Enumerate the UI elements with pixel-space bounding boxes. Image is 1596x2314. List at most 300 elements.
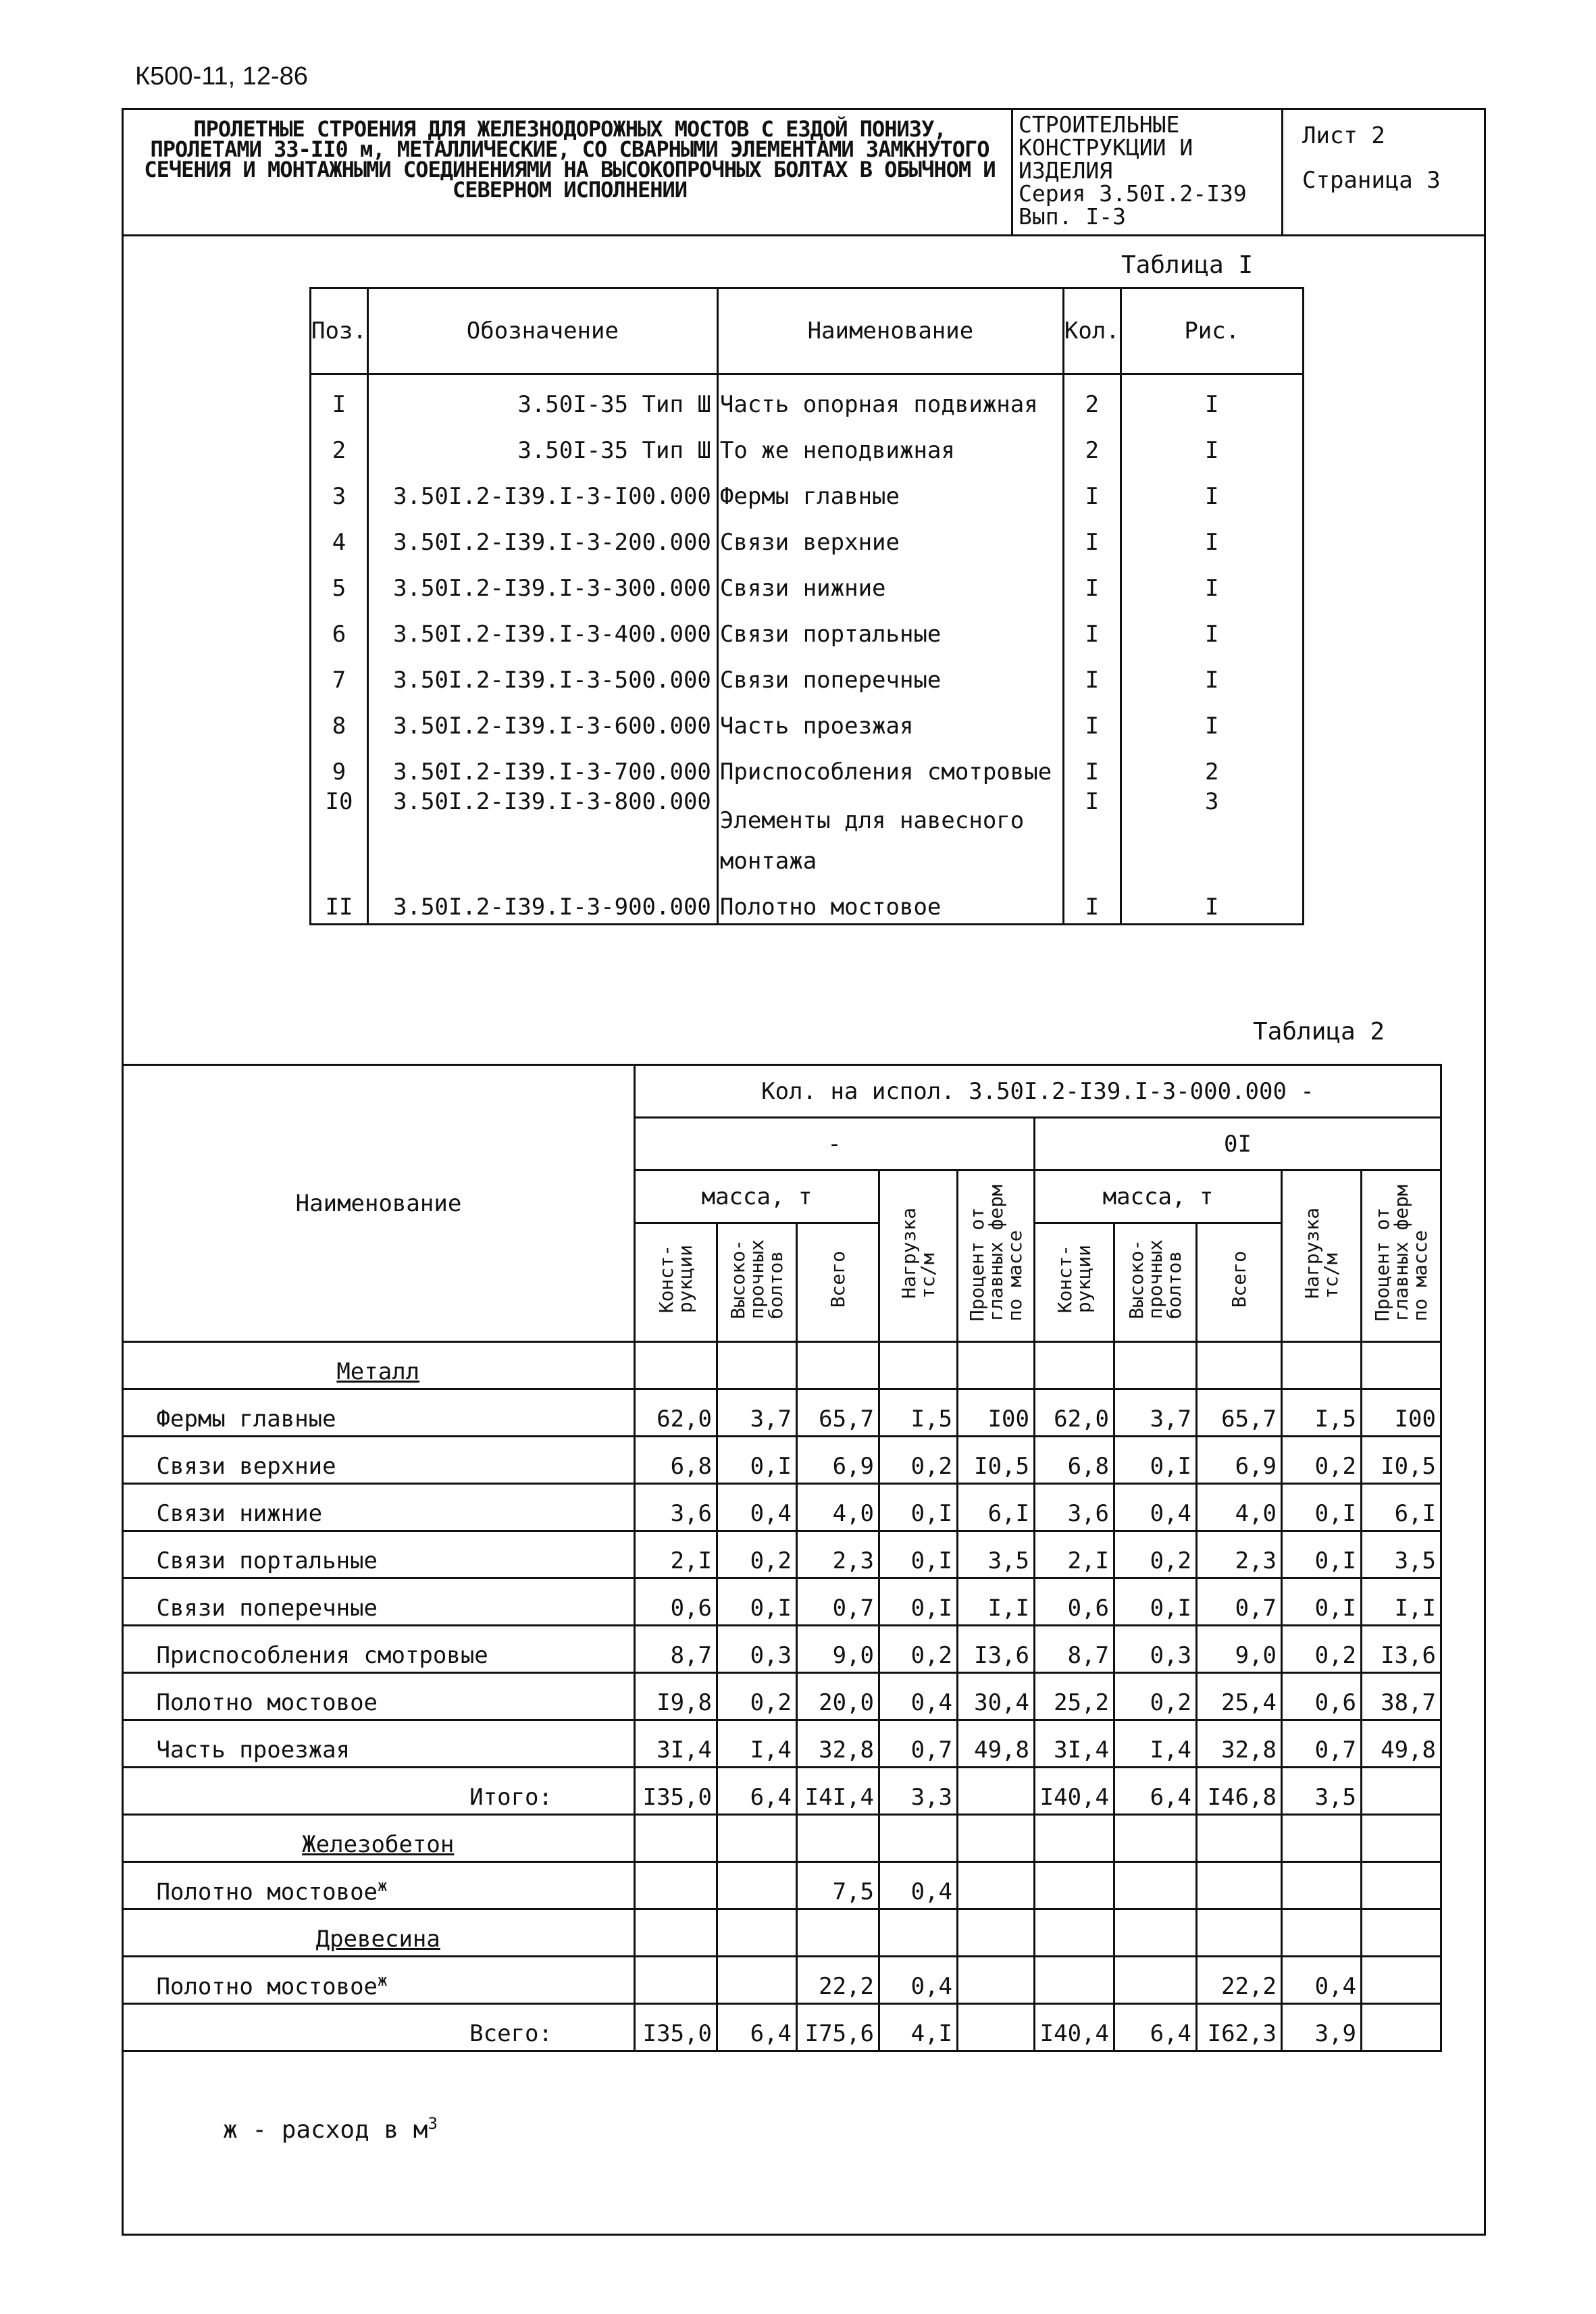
table1-cell-name (717, 877, 1063, 925)
table1-name-line: Связи нижние (719, 575, 886, 602)
table2-cell-value: I0,5 (1362, 1437, 1441, 1484)
table2-cell-value: 0,7 (1197, 1578, 1282, 1626)
table1-cell-fig: I (1121, 467, 1303, 513)
table2-cell-value: I,I (1362, 1578, 1441, 1626)
table2-cell-value: 9,0 (1197, 1626, 1282, 1673)
table1-header-poz: Поз. (311, 288, 368, 374)
table1-cell-designation: 3.50I.2-I39.I-3-500.000 (367, 650, 717, 696)
table1-cell-qty: I (1063, 788, 1121, 877)
table2-cell-value: 4,I (879, 2004, 958, 2051)
table2-cell-value: 38,7 (1362, 1673, 1441, 1720)
table2-row (123, 1673, 1441, 1720)
table2-cell-value: 0,7 (879, 1720, 958, 1768)
table2-row-label: Связи нижние (156, 1500, 323, 1527)
table2-cell-value (879, 1342, 958, 1389)
table2-cell-name: Полотно мостовое$^ж$ (123, 1957, 635, 2004)
table2-cell-value: 25,2 (1035, 1673, 1114, 1720)
table2-cell-value: 3I,4 (635, 1720, 717, 1768)
table1-cell-designation: 3.50I-35 Тип Ш (367, 421, 717, 467)
table2-header-bolts-1: Высоко- прочных болтов (717, 1223, 797, 1342)
table1-cell-designation: 3.50I-35 Тип Ш (367, 374, 717, 421)
table1-cell-qty: I (1063, 559, 1121, 605)
table2-cell-value (717, 1909, 797, 1957)
table2-cell-value (958, 2004, 1035, 2051)
table1-cell-poz: 6 (311, 605, 368, 650)
table2-section-row (123, 1342, 1441, 1389)
table2-vsego-row (123, 2004, 1441, 2051)
table2-cell-name (123, 1720, 635, 1768)
table2-cell-value: 30,4 (958, 1673, 1035, 1720)
table2-cell-value: 0,I (879, 1531, 958, 1578)
vsego-label: Всего: (469, 2020, 552, 2047)
table2-cell-value (717, 1815, 797, 1862)
table2-cell-value: I3,6 (1362, 1626, 1441, 1673)
table2-cell-value (635, 1862, 717, 1909)
table2-header-constr-2: Конст- рукции (1035, 1223, 1114, 1342)
sheet-number: Лист 2 (1302, 122, 1385, 149)
table2-row (123, 1484, 1441, 1531)
table2-cell-value: 0,2 (1282, 1626, 1362, 1673)
table2-cell-value (717, 1862, 797, 1909)
table2-cell-name (123, 1342, 635, 1389)
table2-cell-name (123, 1578, 635, 1626)
table2-cell-value: 62,0 (635, 1389, 717, 1437)
table2-cell-value (879, 1909, 958, 1957)
table1-cell-poz: 5 (311, 559, 368, 605)
table1-header-fig: Рис. (1121, 288, 1303, 374)
table1-cell-poz: 4 (311, 513, 368, 559)
table2-header-variant-1: - (635, 1118, 1035, 1171)
table2-cell-value: 0,2 (1114, 1531, 1197, 1578)
section-metal: Металл (336, 1358, 420, 1385)
table2-section-row (123, 1815, 1441, 1862)
table1-row (311, 605, 1304, 650)
table2-cell-value: 8,7 (635, 1626, 717, 1673)
table2-cell-value: 3,3 (879, 1768, 958, 1815)
table1-cell-qty: I (1063, 696, 1121, 742)
table2-cell-value: 0,I (1282, 1484, 1362, 1531)
table2-cell-value (958, 1862, 1035, 1909)
table2-cell-value: 6,8 (1035, 1437, 1114, 1484)
table1-row (311, 877, 1304, 925)
table2-cell-name (123, 1389, 635, 1437)
table2-cell-name: Полотно мостовое$^ж$ (123, 1862, 635, 1909)
table1-row (311, 467, 1304, 513)
table1-cell-designation: 3.50I.2-I39.I-3-600.000 (367, 696, 717, 742)
table2-cell-value: 2,3 (797, 1531, 879, 1578)
table2-cell-value: 0,4 (1282, 1957, 1362, 2004)
table2-cell-value: I,5 (1282, 1389, 1362, 1437)
table2-cell-value (1035, 1862, 1114, 1909)
table2-cell-value (797, 1815, 879, 1862)
table2-cell-value (1035, 1342, 1114, 1389)
table1-cell-qty: I (1063, 650, 1121, 696)
table2-row (123, 1437, 1441, 1484)
table2-cell-value: I,4 (1114, 1720, 1197, 1768)
table2-cell-value: 32,8 (1197, 1720, 1282, 1768)
table2-header-name: Наименование (123, 1065, 635, 1342)
table2-cell-value: 3,5 (958, 1531, 1035, 1578)
table1-cell-qty: I (1063, 742, 1121, 788)
table1-cell-qty: I (1063, 513, 1121, 559)
series-line-1: СТРОИТЕЛЬНЫЕ (1019, 111, 1180, 138)
table2-cell-value (1197, 1342, 1282, 1389)
table2-cell-value: I9,8 (635, 1673, 717, 1720)
table2-header-total-2: Всего (1197, 1223, 1282, 1342)
table2-cell-value (1114, 1957, 1197, 2004)
table2-cell-value: 0,3 (1114, 1626, 1197, 1673)
table2-row-label: Полотно мостовое (156, 1878, 378, 1905)
table1-name-line: То же неподвижная (719, 437, 955, 464)
table2-cell-name (123, 1768, 635, 1815)
table2-cell-value: 2,I (1035, 1531, 1114, 1578)
table2-cell-value: 3,5 (1282, 1768, 1362, 1815)
table2-cell-value (1035, 1815, 1114, 1862)
table2-cell-value: 0,2 (1282, 1437, 1362, 1484)
table2-cell-value: 65,7 (797, 1389, 879, 1437)
table2-row (123, 1957, 1441, 2004)
table2-cell-name (123, 1909, 635, 1957)
table2-cell-value (1362, 1342, 1441, 1389)
table2-cell-value: I0,5 (958, 1437, 1035, 1484)
table2-cell-value (1362, 1957, 1441, 2004)
table2-cell-value: 3I,4 (1035, 1720, 1114, 1768)
table2-cell-value: 6,9 (797, 1437, 879, 1484)
table2-cell-value: I35,0 (635, 2004, 717, 2051)
table1 (309, 287, 1304, 925)
table1-name-line: Связи верхние (719, 529, 900, 556)
table2-cell-value: 0,I (1282, 1578, 1362, 1626)
table2-cell-value (1114, 1909, 1197, 1957)
title-block (122, 108, 1486, 236)
document-title: ПРОЛЕТНЫЕ СТРОЕНИЯ ДЛЯ ЖЕЛЕЗНОДОРОЖНЫХ МОСТОВ С ЕЗДОЙ ПОНИЗУ, ПРОЛЕТАМИ 33-II0 м, МЕТАЛЛИЧЕСКИЕ, СО СВАРНЫМИ ЭЛЕМЕНТАМИ ЗАМКНУТОГО СЕЧЕНИЯ И МОНТАЖНЫМИ СОЕДИНЕНИЯМИ НА ВЫСОКОПРОЧНЫХ БОЛТАХ В ОБЫЧНОМ И СЕВЕРНОМ ИСПОЛНЕНИИ (122, 108, 1013, 234)
table2-cell-value (1114, 1862, 1197, 1909)
table2-row-label: Фермы главные (156, 1406, 336, 1433)
table2-cell-value: I3,6 (958, 1626, 1035, 1673)
table2-cell-value (1362, 1815, 1441, 1862)
table2-cell-value (717, 1957, 797, 2004)
table2-cell-value: 3,5 (1362, 1531, 1441, 1578)
table2-cell-value (958, 1768, 1035, 1815)
table2-cell-value: 0,2 (879, 1626, 958, 1673)
table1-cell-fig: I (1121, 605, 1303, 650)
table2-cell-value: 4,0 (797, 1484, 879, 1531)
table1-cell-qty: 2 (1063, 374, 1121, 421)
table2-row (123, 1578, 1441, 1626)
table2-cell-value (1282, 1909, 1362, 1957)
table2-cell-value: I40,4 (1035, 2004, 1114, 2051)
table1-row (311, 742, 1304, 788)
table2-cell-value: 0,I (717, 1578, 797, 1626)
table2-cell-value: I40,4 (1035, 1768, 1114, 1815)
table2-row-label: Связи портальные (156, 1547, 378, 1574)
table1-name-line: Часть проезжая (719, 713, 914, 740)
table2-cell-value: 0,4 (1114, 1484, 1197, 1531)
table2-cell-value (717, 1342, 797, 1389)
table2-cell-value (1362, 2004, 1441, 2051)
page-number: Страница 3 (1302, 167, 1441, 194)
table2-cell-value: 25,4 (1197, 1673, 1282, 1720)
section-rc: Железобетон (302, 1831, 455, 1858)
series-line-3: ИЗДЕЛИЯ (1019, 157, 1113, 184)
table2-header-bolts-2: Высоко- прочных болтов (1114, 1223, 1197, 1342)
series-line-2: КОНСТРУКЦИИ И (1019, 134, 1193, 161)
table2-row (123, 1531, 1441, 1578)
table2-cell-value: 62,0 (1035, 1389, 1114, 1437)
table1-cell-fig: I (1121, 513, 1303, 559)
table2-cell-value: 32,8 (797, 1720, 879, 1768)
table2-cell-value (1114, 1815, 1197, 1862)
table1-cell-poz: II (311, 877, 368, 925)
table1-header-qty: Кол. (1063, 288, 1121, 374)
table2-cell-value (1362, 1862, 1441, 1909)
table1-cell-name (717, 467, 1063, 513)
itogo-label: Итого: (469, 1784, 552, 1811)
table2-cell-value: 22,2 (1197, 1957, 1282, 2004)
table2-cell-value: 0,4 (879, 1957, 958, 2004)
table2-cell-value: 3,6 (1035, 1484, 1114, 1531)
table2-cell-value (1362, 1768, 1441, 1815)
table2-cell-name (123, 1673, 635, 1720)
table2-cell-value: 0,6 (1282, 1673, 1362, 1720)
table1-cell-name (717, 742, 1063, 788)
table1-cell-name (717, 513, 1063, 559)
table2-itogo-row (123, 1768, 1441, 1815)
table1-row (311, 650, 1304, 696)
table2-section-row (123, 1909, 1441, 1957)
table1-cell-name (717, 374, 1063, 421)
table1-name-line: Фермы главные (719, 483, 900, 510)
table1-cell-designation: 3.50I.2-I39.I-3-900.000 (367, 877, 717, 925)
table1-cell-designation: 3.50I.2-I39.I-3-300.000 (367, 559, 717, 605)
table1-name-line: Приспособления смотровые (719, 759, 1052, 786)
table2-cell-value: I35,0 (635, 1768, 717, 1815)
table2-cell-value (1362, 1909, 1441, 1957)
table2-cell-value (1114, 1342, 1197, 1389)
table2-row-label: Приспособления смотровые (156, 1642, 488, 1669)
series-line-5: Вып. I-3 (1019, 203, 1126, 230)
table1-cell-name (717, 421, 1063, 467)
table2-row (123, 1389, 1441, 1437)
table2-cell-value: I,5 (879, 1389, 958, 1437)
table2-header-load-1: Нагрузка тс/м (879, 1171, 958, 1342)
table2-cell-value: 0,I (879, 1484, 958, 1531)
table1-cell-name (717, 696, 1063, 742)
table2-cell-value: 0,4 (879, 1862, 958, 1909)
table2-cell-value: 2,3 (1197, 1531, 1282, 1578)
table2-cell-value (1035, 1957, 1114, 2004)
table1-row (311, 696, 1304, 742)
table1-row (311, 513, 1304, 559)
table2-cell-value: 3,7 (1114, 1389, 1197, 1437)
table2-cell-value: I,I (958, 1578, 1035, 1626)
table1-cell-designation: 3.50I.2-I39.I-3-200.000 (367, 513, 717, 559)
table2-row-label: Часть проезжая (156, 1737, 351, 1764)
table2-cell-value: 0,2 (1114, 1673, 1197, 1720)
table1-cell-fig: 3 (1121, 788, 1303, 877)
table2-cell-value: 6,8 (635, 1437, 717, 1484)
table2-cell-value: 7,5 (797, 1862, 879, 1909)
table2-header-load-2: Нагрузка тс/м (1282, 1171, 1362, 1342)
table2-cell-value: 6,I (1362, 1484, 1441, 1531)
table2-cell-value: 9,0 (797, 1626, 879, 1673)
table2-cell-value (1282, 1342, 1362, 1389)
table1-cell-qty: I (1063, 467, 1121, 513)
table2-cell-value: 3,7 (717, 1389, 797, 1437)
table1-row (311, 559, 1304, 605)
table2-header-variants: Кол. на испол. 3.50I.2-I39.I-3-000.000 - (635, 1065, 1441, 1118)
table2-cell-name (123, 1815, 635, 1862)
table2-cell-value: 2,I (635, 1531, 717, 1578)
table2-cell-name (123, 1626, 635, 1673)
table2-cell-value: 6,4 (1114, 1768, 1197, 1815)
table1-cell-designation: 3.50I.2-I39.I-3-700.000 (367, 742, 717, 788)
table2-header-variant-2: 0I (1035, 1118, 1441, 1171)
table1-cell-poz: I (311, 374, 368, 421)
table2-cell-value: 0,6 (1035, 1578, 1114, 1626)
table2-cell-value (1035, 1909, 1114, 1957)
table2-cell-value: 20,0 (797, 1673, 879, 1720)
table2-header-mass-2: масса, т (1035, 1171, 1282, 1223)
table2-cell-value: 49,8 (1362, 1720, 1441, 1768)
table2-cell-name (123, 1484, 635, 1531)
table2-cell-value (797, 1342, 879, 1389)
table1-name-line: Часть опорная подвижная (719, 391, 1038, 418)
table2-cell-value: 6,I (958, 1484, 1035, 1531)
table2-cell-value: I,4 (717, 1720, 797, 1768)
table1-cell-name (717, 788, 1063, 877)
table2-cell-value: 0,2 (879, 1437, 958, 1484)
table1-cell-fig: I (1121, 559, 1303, 605)
table2-cell-value: 0,I (1114, 1437, 1197, 1484)
table2-cell-value (1197, 1862, 1282, 1909)
table2-cell-value: 49,8 (958, 1720, 1035, 1768)
table2-cell-value: 3,9 (1282, 2004, 1362, 2051)
table2-cell-value (635, 1342, 717, 1389)
table2-caption: Таблица 2 (1253, 1018, 1385, 1046)
table1-name-line: Связи портальные (719, 621, 942, 648)
table1-name-line: Полотно мостовое (719, 894, 942, 921)
table2-cell-value (635, 1957, 717, 2004)
table2-cell-value: I62,3 (1197, 2004, 1282, 2051)
table1-cell-name (717, 605, 1063, 650)
table1-row (311, 374, 1304, 421)
table1-row (311, 788, 1304, 877)
table2-cell-value: 22,2 (797, 1957, 879, 2004)
table2-cell-value: 6,9 (1197, 1437, 1282, 1484)
table2-cell-name (123, 2004, 635, 2051)
table2-row (123, 1626, 1441, 1673)
table2-row-label: Полотно мостовое (156, 1689, 378, 1716)
table1-cell-name (717, 559, 1063, 605)
table2-header-total-1: Всего (797, 1223, 879, 1342)
table2-cell-value: 6,4 (1114, 2004, 1197, 2051)
table2-cell-value: 0,I (717, 1437, 797, 1484)
table2-cell-value: I75,6 (797, 2004, 879, 2051)
table1-cell-name (717, 650, 1063, 696)
table2-cell-value (635, 1815, 717, 1862)
table1-cell-fig: I (1121, 421, 1303, 467)
table2-cell-value (958, 1342, 1035, 1389)
table1-cell-qty: I (1063, 877, 1121, 925)
table1-header-designation: Обозначение (367, 288, 717, 374)
table2-row (123, 1862, 1441, 1909)
series-line-4: Серия 3.50I.2-I39 (1019, 180, 1247, 207)
table1-cell-fig: 2 (1121, 742, 1303, 788)
table2-cell-value: 3,6 (635, 1484, 717, 1531)
table2-cell-value: 0,3 (717, 1626, 797, 1673)
table1-name-line-2: монтажа (719, 848, 817, 875)
sheet-block (1283, 108, 1486, 234)
table2-row-label: Связи верхние (156, 1453, 336, 1480)
table2-cell-value: 4,0 (1197, 1484, 1282, 1531)
table1-cell-qty: I (1063, 605, 1121, 650)
series-block (1013, 108, 1283, 234)
table2-cell-value: 65,7 (1197, 1389, 1282, 1437)
table1-row (311, 421, 1304, 467)
document-code: К500-11, 12-86 (135, 62, 308, 91)
table2-header-mass-1: масса, т (635, 1171, 879, 1223)
table2-cell-value (1197, 1815, 1282, 1862)
table1-cell-fig: I (1121, 374, 1303, 421)
table2-row (123, 1720, 1441, 1768)
table2-cell-value (635, 1909, 717, 1957)
table2-cell-value: 6,4 (717, 1768, 797, 1815)
table2-cell-value (879, 1815, 958, 1862)
table2-cell-value (958, 1815, 1035, 1862)
table2-cell-value: 0,4 (717, 1484, 797, 1531)
table1-cell-designation: 3.50I.2-I39.I-3-400.000 (367, 605, 717, 650)
table1-caption: Таблица I (1121, 251, 1254, 279)
table1-name-line: Связи поперечные (719, 667, 942, 694)
table1-cell-fig: I (1121, 877, 1303, 925)
table2-cell-value: I00 (1362, 1389, 1441, 1437)
table2-row-label: Связи поперечные (156, 1595, 378, 1622)
table2-cell-value: 0,I (879, 1578, 958, 1626)
table1-cell-fig: I (1121, 650, 1303, 696)
table2-cell-value: I46,8 (1197, 1768, 1282, 1815)
table1-cell-poz: 8 (311, 696, 368, 742)
table1-cell-poz: 7 (311, 650, 368, 696)
table1-cell-qty: 2 (1063, 421, 1121, 467)
footnote: ж - расход в $м^3$ (223, 2114, 438, 2144)
table1-cell-poz: 2 (311, 421, 368, 467)
table1-cell-designation: 3.50I.2-I39.I-3-I00.000 (367, 467, 717, 513)
table2-cell-value: 0,2 (717, 1673, 797, 1720)
table2-cell-value: I4I,4 (797, 1768, 879, 1815)
table2-cell-value (1282, 1862, 1362, 1909)
section-wood: Древесина (315, 1926, 440, 1953)
table2-cell-value: 0,4 (879, 1673, 958, 1720)
table2-cell-value: 8,7 (1035, 1626, 1114, 1673)
table2-cell-value: 6,4 (717, 2004, 797, 2051)
table2-cell-value: 0,2 (717, 1531, 797, 1578)
table2-cell-value (958, 1909, 1035, 1957)
table2-cell-name (123, 1437, 635, 1484)
table2 (122, 1064, 1442, 2052)
table2-cell-value (1197, 1909, 1282, 1957)
table1-header-name: Наименование (717, 288, 1063, 374)
table2-cell-value: 0,I (1114, 1578, 1197, 1626)
table2-cell-name (123, 1531, 635, 1578)
table2-row-label: Полотно мостовое (156, 1973, 378, 2000)
table2-header-constr-1: Конст- рукции (635, 1223, 717, 1342)
table2-cell-value: 0,7 (1282, 1720, 1362, 1768)
table2-cell-value: 0,I (1282, 1531, 1362, 1578)
table2-cell-value: 0,7 (797, 1578, 879, 1626)
table2-header-percent-2: Процент от главных ферм по массе (1362, 1171, 1441, 1342)
table2-header-percent-1: Процент от главных ферм по массе (958, 1171, 1035, 1342)
